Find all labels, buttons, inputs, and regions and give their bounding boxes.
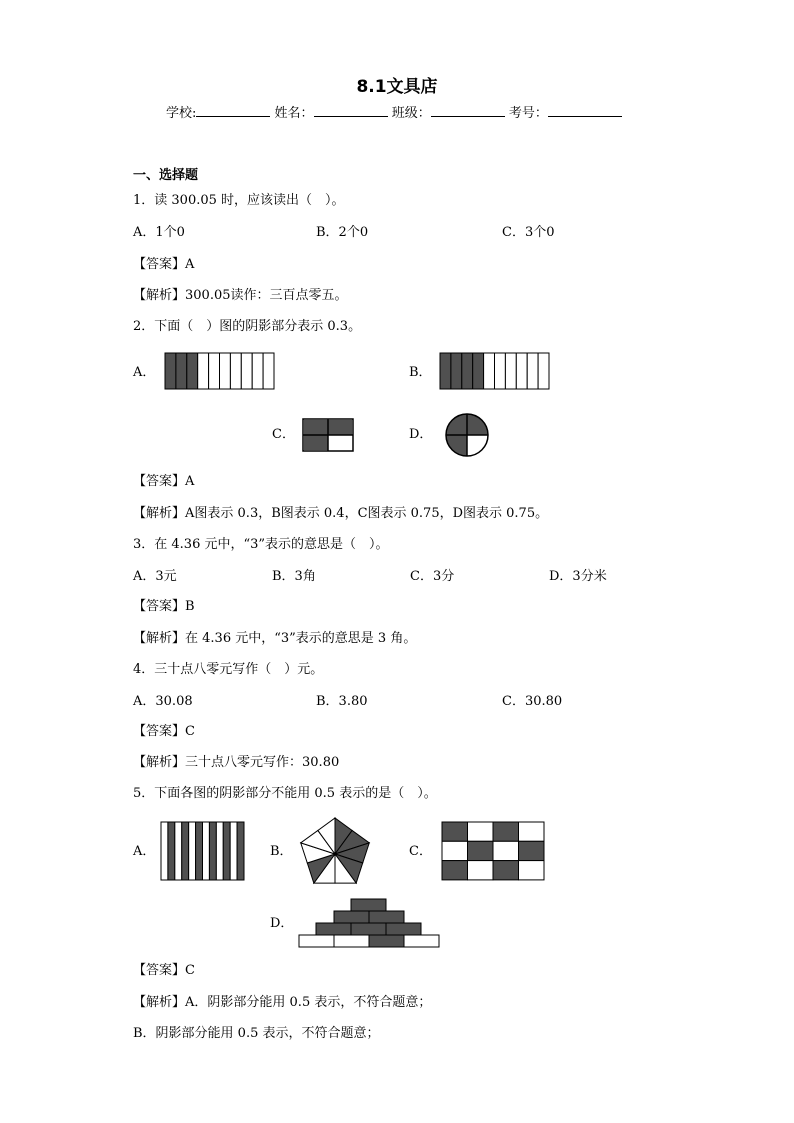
grid-cell (442, 841, 468, 860)
strip-cell (495, 353, 506, 389)
q5-stem: 5．下面各图的阴影部分不能用 0.5 表示的是（ ）。 (133, 786, 437, 801)
answer-label: 【答案】 (133, 724, 186, 739)
grid-cell (468, 822, 494, 841)
answer-value: A (185, 474, 195, 489)
q4-stem: 4．三十点八零元写作（ ）元。 (133, 662, 324, 677)
strip-cell (505, 353, 516, 389)
q4-option-c: C．30.80 (502, 694, 563, 709)
q1-option-a: A．1个0 (133, 225, 185, 240)
q2-stem: 2．下面（ ）图的阴影部分表示 0.3。 (133, 319, 362, 334)
name-label: 姓名： (274, 106, 314, 121)
strip-cell (263, 353, 274, 389)
stripe (175, 822, 182, 880)
strip-cell (209, 353, 220, 389)
answer-label: 【答案】 (133, 963, 186, 978)
strip-cell (220, 353, 231, 389)
stripe (237, 822, 244, 880)
analysis-label: 【解析】 (133, 755, 186, 770)
q3-option-a: A．3元 (133, 569, 177, 584)
brick (369, 911, 404, 923)
answer-value: C (185, 963, 195, 978)
grid-cell (493, 861, 519, 880)
strip-cell (516, 353, 527, 389)
q1-analysis (133, 288, 348, 304)
school-blank (196, 104, 270, 117)
q4-option-b: B．3.80 (316, 694, 368, 709)
strip-cell (252, 353, 263, 389)
q5-analysis (133, 995, 431, 1011)
q5-answer (133, 963, 195, 979)
strip-cell (241, 353, 252, 389)
analysis-label: 【解析】 (133, 995, 186, 1010)
stripe (216, 822, 223, 880)
class-blank (431, 104, 505, 117)
q5-analysis-line2: B．阴影部分能用 0.5 表示，不符合题意； (133, 1026, 380, 1041)
grid-cell (519, 841, 545, 860)
q2-option-d: D． (409, 427, 433, 442)
q4-answer (133, 724, 195, 740)
q1-option-b: B．2个0 (316, 225, 369, 240)
grid-cell (519, 861, 545, 880)
name-blank (314, 104, 388, 117)
analysis-text: 三十点八零元写作：30.80 (185, 755, 340, 770)
q2-option-a: A． (133, 365, 156, 380)
grid-cell (442, 822, 468, 841)
grid-cell (468, 841, 494, 860)
stripe (168, 822, 175, 880)
stripe (182, 822, 189, 880)
strip-cell (187, 353, 198, 389)
q2-figure-c (302, 418, 354, 452)
strip-cell (451, 353, 462, 389)
q5-option-d: D． (270, 916, 294, 931)
grid-cell (442, 861, 468, 880)
strip-cell (230, 353, 241, 389)
stripe (189, 822, 196, 880)
number-blank (548, 104, 622, 117)
brick (334, 911, 369, 923)
strip-cell (176, 353, 187, 389)
number-label: 考号： (508, 106, 548, 121)
grid-cell (493, 841, 519, 860)
analysis-label: 【解析】 (133, 288, 186, 303)
strip-cell (440, 353, 451, 389)
q5-option-c: C． (409, 844, 432, 859)
q4-option-a: A．30.08 (133, 694, 193, 709)
q2-figure-d (440, 410, 494, 460)
answer-value: A (185, 257, 195, 272)
q3-option-d: D．3分米 (549, 569, 607, 584)
brick (404, 935, 439, 947)
answer-label: 【答案】 (133, 474, 186, 489)
grid-cell (468, 861, 494, 880)
q5-figure-a (160, 821, 245, 881)
q5-figure-d (298, 898, 440, 950)
grid-cell (493, 822, 519, 841)
strip-cell (198, 353, 209, 389)
analysis-text: 在 4.36 元中，“3”表示的意思是 3 角。 (185, 631, 417, 646)
q3-option-c: C．3分 (410, 569, 455, 584)
q2-option-c: C． (272, 427, 295, 442)
brick (386, 923, 421, 935)
stripe (230, 822, 237, 880)
class-label: 班级： (391, 106, 431, 121)
brick (351, 899, 386, 911)
stripe (209, 822, 216, 880)
student-info-line (166, 104, 622, 122)
q2-figure-a (164, 352, 275, 391)
section-heading: 一、选择题 (133, 168, 199, 183)
q2-analysis (133, 506, 548, 522)
analysis-text: 300.05读作：三百点零五。 (185, 288, 348, 303)
q3-option-b: B．3角 (272, 569, 316, 584)
strip-cell (473, 353, 484, 389)
q2-option-b: B． (409, 365, 432, 380)
q4-analysis (133, 755, 339, 771)
school-label: 学校: (166, 106, 197, 121)
stripe (161, 822, 168, 880)
q1-stem: 1．读 300.05 时，应该读出（ ）。 (133, 193, 345, 208)
answer-value: C (185, 724, 195, 739)
q3-answer (133, 599, 195, 615)
q2-figure-b (439, 352, 550, 391)
q3-stem: 3．在 4.36 元中，“3”表示的意思是（ ）。 (133, 537, 389, 552)
q2-answer (133, 474, 194, 490)
strip-cell (527, 353, 538, 389)
strip-cell (484, 353, 495, 389)
answer-label: 【答案】 (133, 599, 186, 614)
brick (316, 923, 351, 935)
analysis-label: 【解析】 (133, 506, 186, 521)
stripe (196, 822, 203, 880)
q5-figure-b (294, 815, 376, 889)
strip-cell (462, 353, 473, 389)
analysis-text: A图表示 0.3，B图表示 0.4，C图表示 0.75，D图表示 0.75。 (185, 506, 549, 521)
q1-answer (133, 257, 194, 273)
brick (351, 923, 386, 935)
brick (299, 935, 334, 947)
brick (334, 935, 369, 947)
grid-cell (519, 822, 545, 841)
q5-option-a: A． (133, 844, 156, 859)
analysis-label: 【解析】 (133, 631, 186, 646)
analysis-text: A．阴影部分能用 0.5 表示，不符合题意； (185, 995, 432, 1010)
brick (369, 935, 404, 947)
answer-label: 【答案】 (133, 257, 186, 272)
q1-option-c: C．3个0 (502, 225, 555, 240)
stripe (203, 822, 210, 880)
q3-analysis (133, 631, 416, 647)
answer-value: B (185, 599, 195, 614)
page-title: 8.1文具店 (356, 77, 438, 97)
stripe (223, 822, 230, 880)
strip-cell (165, 353, 176, 389)
strip-cell (538, 353, 549, 389)
q5-option-b: B． (270, 844, 293, 859)
q5-figure-c (441, 821, 546, 882)
